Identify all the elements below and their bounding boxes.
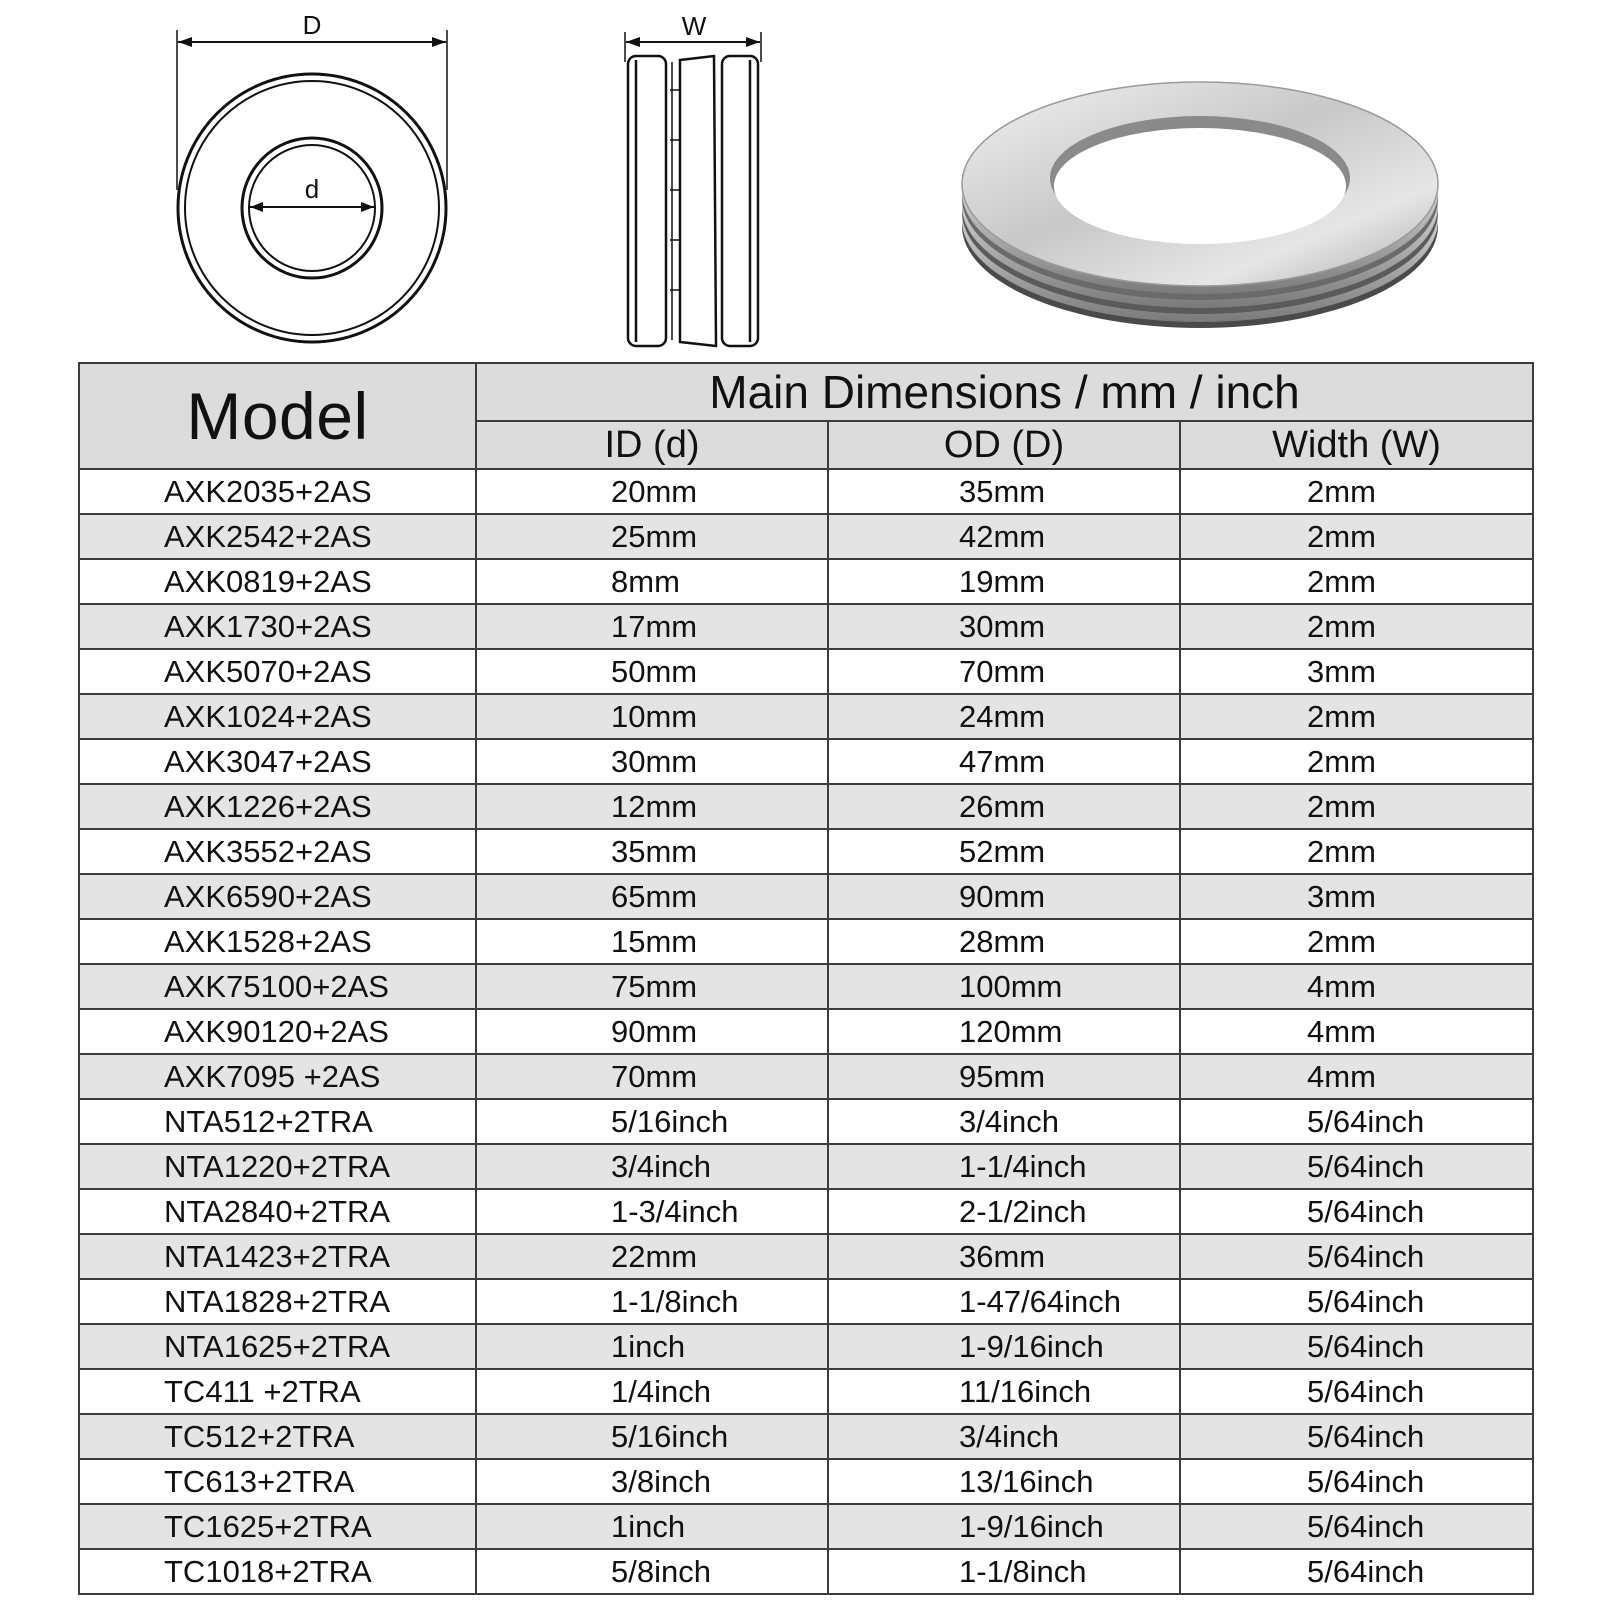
width-cell: 5/64inch	[1180, 1189, 1533, 1234]
outer-diameter-cell: 42mm	[828, 514, 1180, 559]
outer-diameter-cell: 70mm	[828, 649, 1180, 694]
outer-diameter-cell: 120mm	[828, 1009, 1180, 1054]
table-row	[79, 1549, 1533, 1594]
right-washer-side	[722, 56, 758, 346]
outer-diameter-cell: 1-1/4inch	[828, 1144, 1180, 1189]
bearing-photo	[950, 40, 1450, 350]
model-cell: AXK90120+2AS	[79, 1009, 476, 1054]
inner-diameter-cell: 5/8inch	[476, 1549, 828, 1594]
outer-diameter-cell: 36mm	[828, 1234, 1180, 1279]
inner-diameter-cell: 75mm	[476, 964, 828, 1009]
width-cell: 3mm	[1180, 874, 1533, 919]
model-cell: TC512+2TRA	[79, 1414, 476, 1459]
inner-diameter-cell: 70mm	[476, 1054, 828, 1099]
model-cell: AXK2542+2AS	[79, 514, 476, 559]
od-column-header: OD (D)	[828, 421, 1180, 469]
inner-diameter-cell: 1-1/8inch	[476, 1279, 828, 1324]
inner-diameter-cell: 1/4inch	[476, 1369, 828, 1414]
model-column-header: Model	[79, 363, 476, 469]
table-row	[79, 604, 1533, 649]
table-row	[79, 1099, 1533, 1144]
model-cell: AXK0819+2AS	[79, 559, 476, 604]
left-washer-side	[628, 56, 666, 346]
bore-opening	[1050, 116, 1350, 244]
model-cell: AXK1024+2AS	[79, 694, 476, 739]
table-row	[79, 694, 1533, 739]
outer-diameter-cell: 24mm	[828, 694, 1180, 739]
table-row	[79, 1459, 1533, 1504]
outer-diameter-cell: 2-1/2inch	[828, 1189, 1180, 1234]
outer-diameter-cell: 1-47/64inch	[828, 1279, 1180, 1324]
table-row	[79, 919, 1533, 964]
table-row	[79, 829, 1533, 874]
model-cell: NTA2840+2TRA	[79, 1189, 476, 1234]
inner-diameter-cell: 3/8inch	[476, 1459, 828, 1504]
outer-diameter-dimension	[177, 10, 447, 190]
model-cell: NTA1220+2TRA	[79, 1144, 476, 1189]
outer-diameter-cell: 35mm	[828, 469, 1180, 514]
outer-diameter-cell: 26mm	[828, 784, 1180, 829]
width-cell: 2mm	[1180, 559, 1533, 604]
width-label: W	[681, 11, 707, 41]
table-row	[79, 1054, 1533, 1099]
inner-diameter-dimension	[250, 174, 374, 212]
width-cell: 4mm	[1180, 964, 1533, 1009]
model-cell: NTA512+2TRA	[79, 1099, 476, 1144]
dimension-table	[78, 362, 1534, 1595]
model-cell: NTA1423+2TRA	[79, 1234, 476, 1279]
width-cell: 2mm	[1180, 784, 1533, 829]
id-column-header: ID (d)	[476, 421, 828, 469]
outer-diameter-cell: 1-9/16inch	[828, 1324, 1180, 1369]
model-cell: AXK2035+2AS	[79, 469, 476, 514]
inner-diameter-label: d	[304, 174, 320, 204]
width-cell: 5/64inch	[1180, 1459, 1533, 1504]
model-cell: AXK3552+2AS	[79, 829, 476, 874]
inner-diameter-cell: 12mm	[476, 784, 828, 829]
table-body	[79, 469, 1533, 1594]
model-cell: AXK5070+2AS	[79, 649, 476, 694]
width-cell: 4mm	[1180, 1009, 1533, 1054]
model-cell: AXK3047+2AS	[79, 739, 476, 784]
inner-diameter-cell: 3/4inch	[476, 1144, 828, 1189]
model-cell: TC613+2TRA	[79, 1459, 476, 1504]
inner-diameter-cell: 1-3/4inch	[476, 1189, 828, 1234]
width-cell: 5/64inch	[1180, 1324, 1533, 1369]
width-cell: 2mm	[1180, 694, 1533, 739]
outer-diameter-cell: 19mm	[828, 559, 1180, 604]
width-cell: 5/64inch	[1180, 1414, 1533, 1459]
table-row	[79, 1414, 1533, 1459]
outer-diameter-cell: 1-9/16inch	[828, 1504, 1180, 1549]
inner-diameter-cell: 22mm	[476, 1234, 828, 1279]
outer-diameter-cell: 90mm	[828, 874, 1180, 919]
width-cell: 2mm	[1180, 514, 1533, 559]
inner-diameter-cell: 50mm	[476, 649, 828, 694]
inner-diameter-cell: 65mm	[476, 874, 828, 919]
table-row	[79, 1234, 1533, 1279]
width-cell: 2mm	[1180, 739, 1533, 784]
inner-diameter-cell: 30mm	[476, 739, 828, 784]
table-row	[79, 1279, 1533, 1324]
inner-diameter-cell: 35mm	[476, 829, 828, 874]
cage-side	[670, 56, 716, 346]
table-row	[79, 1369, 1533, 1414]
inner-diameter-cell: 90mm	[476, 1009, 828, 1054]
model-cell: AXK6590+2AS	[79, 874, 476, 919]
model-cell: TC1018+2TRA	[79, 1549, 476, 1594]
outer-diameter-label: D	[302, 10, 322, 40]
width-cell: 2mm	[1180, 469, 1533, 514]
table-row	[79, 649, 1533, 694]
width-cell: 5/64inch	[1180, 1234, 1533, 1279]
main-dimensions-header: Main Dimensions / mm / inch	[476, 363, 1533, 421]
table-row	[79, 514, 1533, 559]
width-cell: 5/64inch	[1180, 1369, 1533, 1414]
width-cell: 2mm	[1180, 919, 1533, 964]
outer-diameter-cell: 28mm	[828, 919, 1180, 964]
side-view-drawing	[622, 0, 782, 360]
inner-diameter-cell: 5/16inch	[476, 1414, 828, 1459]
model-cell: AXK75100+2AS	[79, 964, 476, 1009]
outer-diameter-cell: 100mm	[828, 964, 1180, 1009]
width-cell: 3mm	[1180, 649, 1533, 694]
inner-diameter-cell: 17mm	[476, 604, 828, 649]
model-cell: NTA1828+2TRA	[79, 1279, 476, 1324]
width-cell: 5/64inch	[1180, 1099, 1533, 1144]
model-cell: AXK1528+2AS	[79, 919, 476, 964]
model-cell: NTA1625+2TRA	[79, 1324, 476, 1369]
table-row	[79, 1324, 1533, 1369]
model-cell: AXK1730+2AS	[79, 604, 476, 649]
inner-diameter-cell: 10mm	[476, 694, 828, 739]
inner-diameter-cell: 1inch	[476, 1324, 828, 1369]
outer-diameter-cell: 11/16inch	[828, 1369, 1180, 1414]
inner-diameter-cell: 20mm	[476, 469, 828, 514]
table-header-row	[79, 363, 1533, 421]
table-row	[79, 1009, 1533, 1054]
width-cell: 5/64inch	[1180, 1549, 1533, 1594]
front-view-drawing	[160, 0, 470, 360]
table-row	[79, 739, 1533, 784]
width-cell: 4mm	[1180, 1054, 1533, 1099]
outer-diameter-cell: 3/4inch	[828, 1414, 1180, 1459]
width-dimension	[625, 11, 761, 62]
table-row	[79, 874, 1533, 919]
model-cell: TC411 +2TRA	[79, 1369, 476, 1414]
outer-diameter-cell: 1-1/8inch	[828, 1549, 1180, 1594]
width-cell: 5/64inch	[1180, 1144, 1533, 1189]
table-row	[79, 1189, 1533, 1234]
inner-diameter-cell: 25mm	[476, 514, 828, 559]
width-cell: 2mm	[1180, 604, 1533, 649]
inner-diameter-cell: 15mm	[476, 919, 828, 964]
table-row	[79, 1504, 1533, 1549]
model-cell: AXK1226+2AS	[79, 784, 476, 829]
width-cell: 2mm	[1180, 829, 1533, 874]
outer-diameter-cell: 30mm	[828, 604, 1180, 649]
inner-diameter-cell: 1inch	[476, 1504, 828, 1549]
table-row	[79, 559, 1533, 604]
table-row	[79, 964, 1533, 1009]
outer-diameter-cell: 13/16inch	[828, 1459, 1180, 1504]
outer-diameter-cell: 52mm	[828, 829, 1180, 874]
width-column-header: Width (W)	[1180, 421, 1533, 469]
inner-diameter-cell: 5/16inch	[476, 1099, 828, 1144]
table-row	[79, 1144, 1533, 1189]
inner-diameter-cell: 8mm	[476, 559, 828, 604]
outer-diameter-cell: 95mm	[828, 1054, 1180, 1099]
outer-diameter-cell: 3/4inch	[828, 1099, 1180, 1144]
table-row	[79, 469, 1533, 514]
outer-diameter-cell: 47mm	[828, 739, 1180, 784]
width-cell: 5/64inch	[1180, 1504, 1533, 1549]
model-cell: AXK7095 +2AS	[79, 1054, 476, 1099]
table-row	[79, 784, 1533, 829]
model-cell: TC1625+2TRA	[79, 1504, 476, 1549]
width-cell: 5/64inch	[1180, 1279, 1533, 1324]
